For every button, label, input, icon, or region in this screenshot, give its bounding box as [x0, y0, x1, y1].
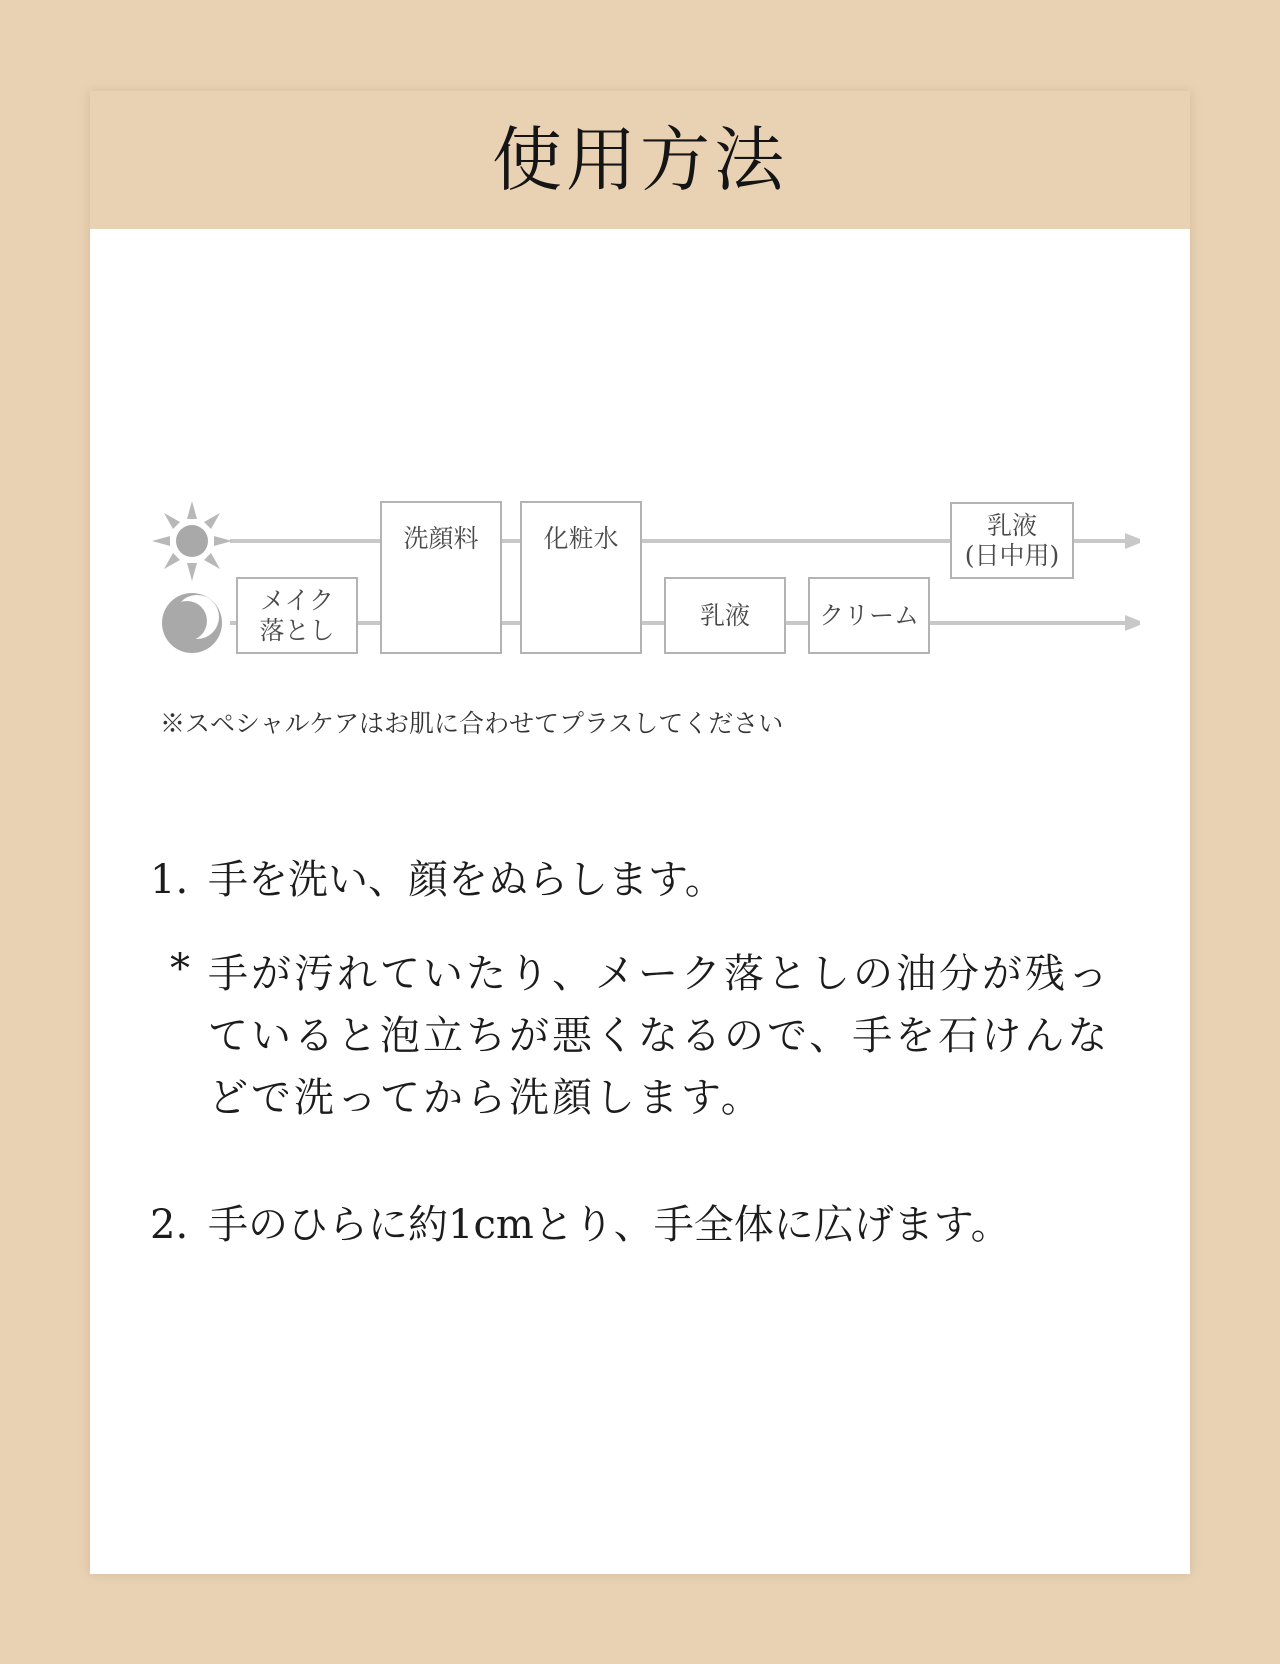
box-makeup-remover: メイク 落とし: [236, 577, 358, 654]
usage-card: [90, 91, 1190, 1574]
night-arrowhead: [1125, 615, 1140, 631]
sun-icon: [152, 501, 232, 581]
caveat-text: 手が汚れていたり、メーク落としの油分が残っていると泡立ちが悪くなるので、手を石けんなどで洗ってから洗顔します。: [208, 951, 1111, 1121]
special-care-note: ※スペシャルケアはお肌に合わせてプラスしてください: [160, 709, 784, 738]
step-2-text: 手のひらに約1cmとり、手全体に広げます。: [208, 1202, 1011, 1248]
box-emulsion-day: 乳液 (日中用): [950, 502, 1074, 579]
card-header: [90, 91, 1190, 229]
box-emulsion-night: 乳液: [664, 577, 786, 654]
caveat-mark: *: [170, 946, 190, 992]
step-1-text: 手を洗い、顔をぬらします。: [208, 857, 725, 903]
step-2: [150, 1199, 1140, 1251]
box-toner: 化粧水: [520, 501, 642, 654]
routine-flow-diagram: [150, 490, 1140, 670]
moon-icon: [162, 593, 222, 653]
step-1-number: 1.: [150, 857, 189, 903]
step-1: [150, 854, 1140, 906]
page-title: 使用方法: [492, 119, 788, 201]
box-face-wash: 洗顔料: [380, 501, 502, 654]
step-2-number: 2.: [150, 1202, 189, 1248]
box-cream: クリーム: [808, 577, 930, 654]
morning-arrowhead: [1125, 533, 1140, 549]
